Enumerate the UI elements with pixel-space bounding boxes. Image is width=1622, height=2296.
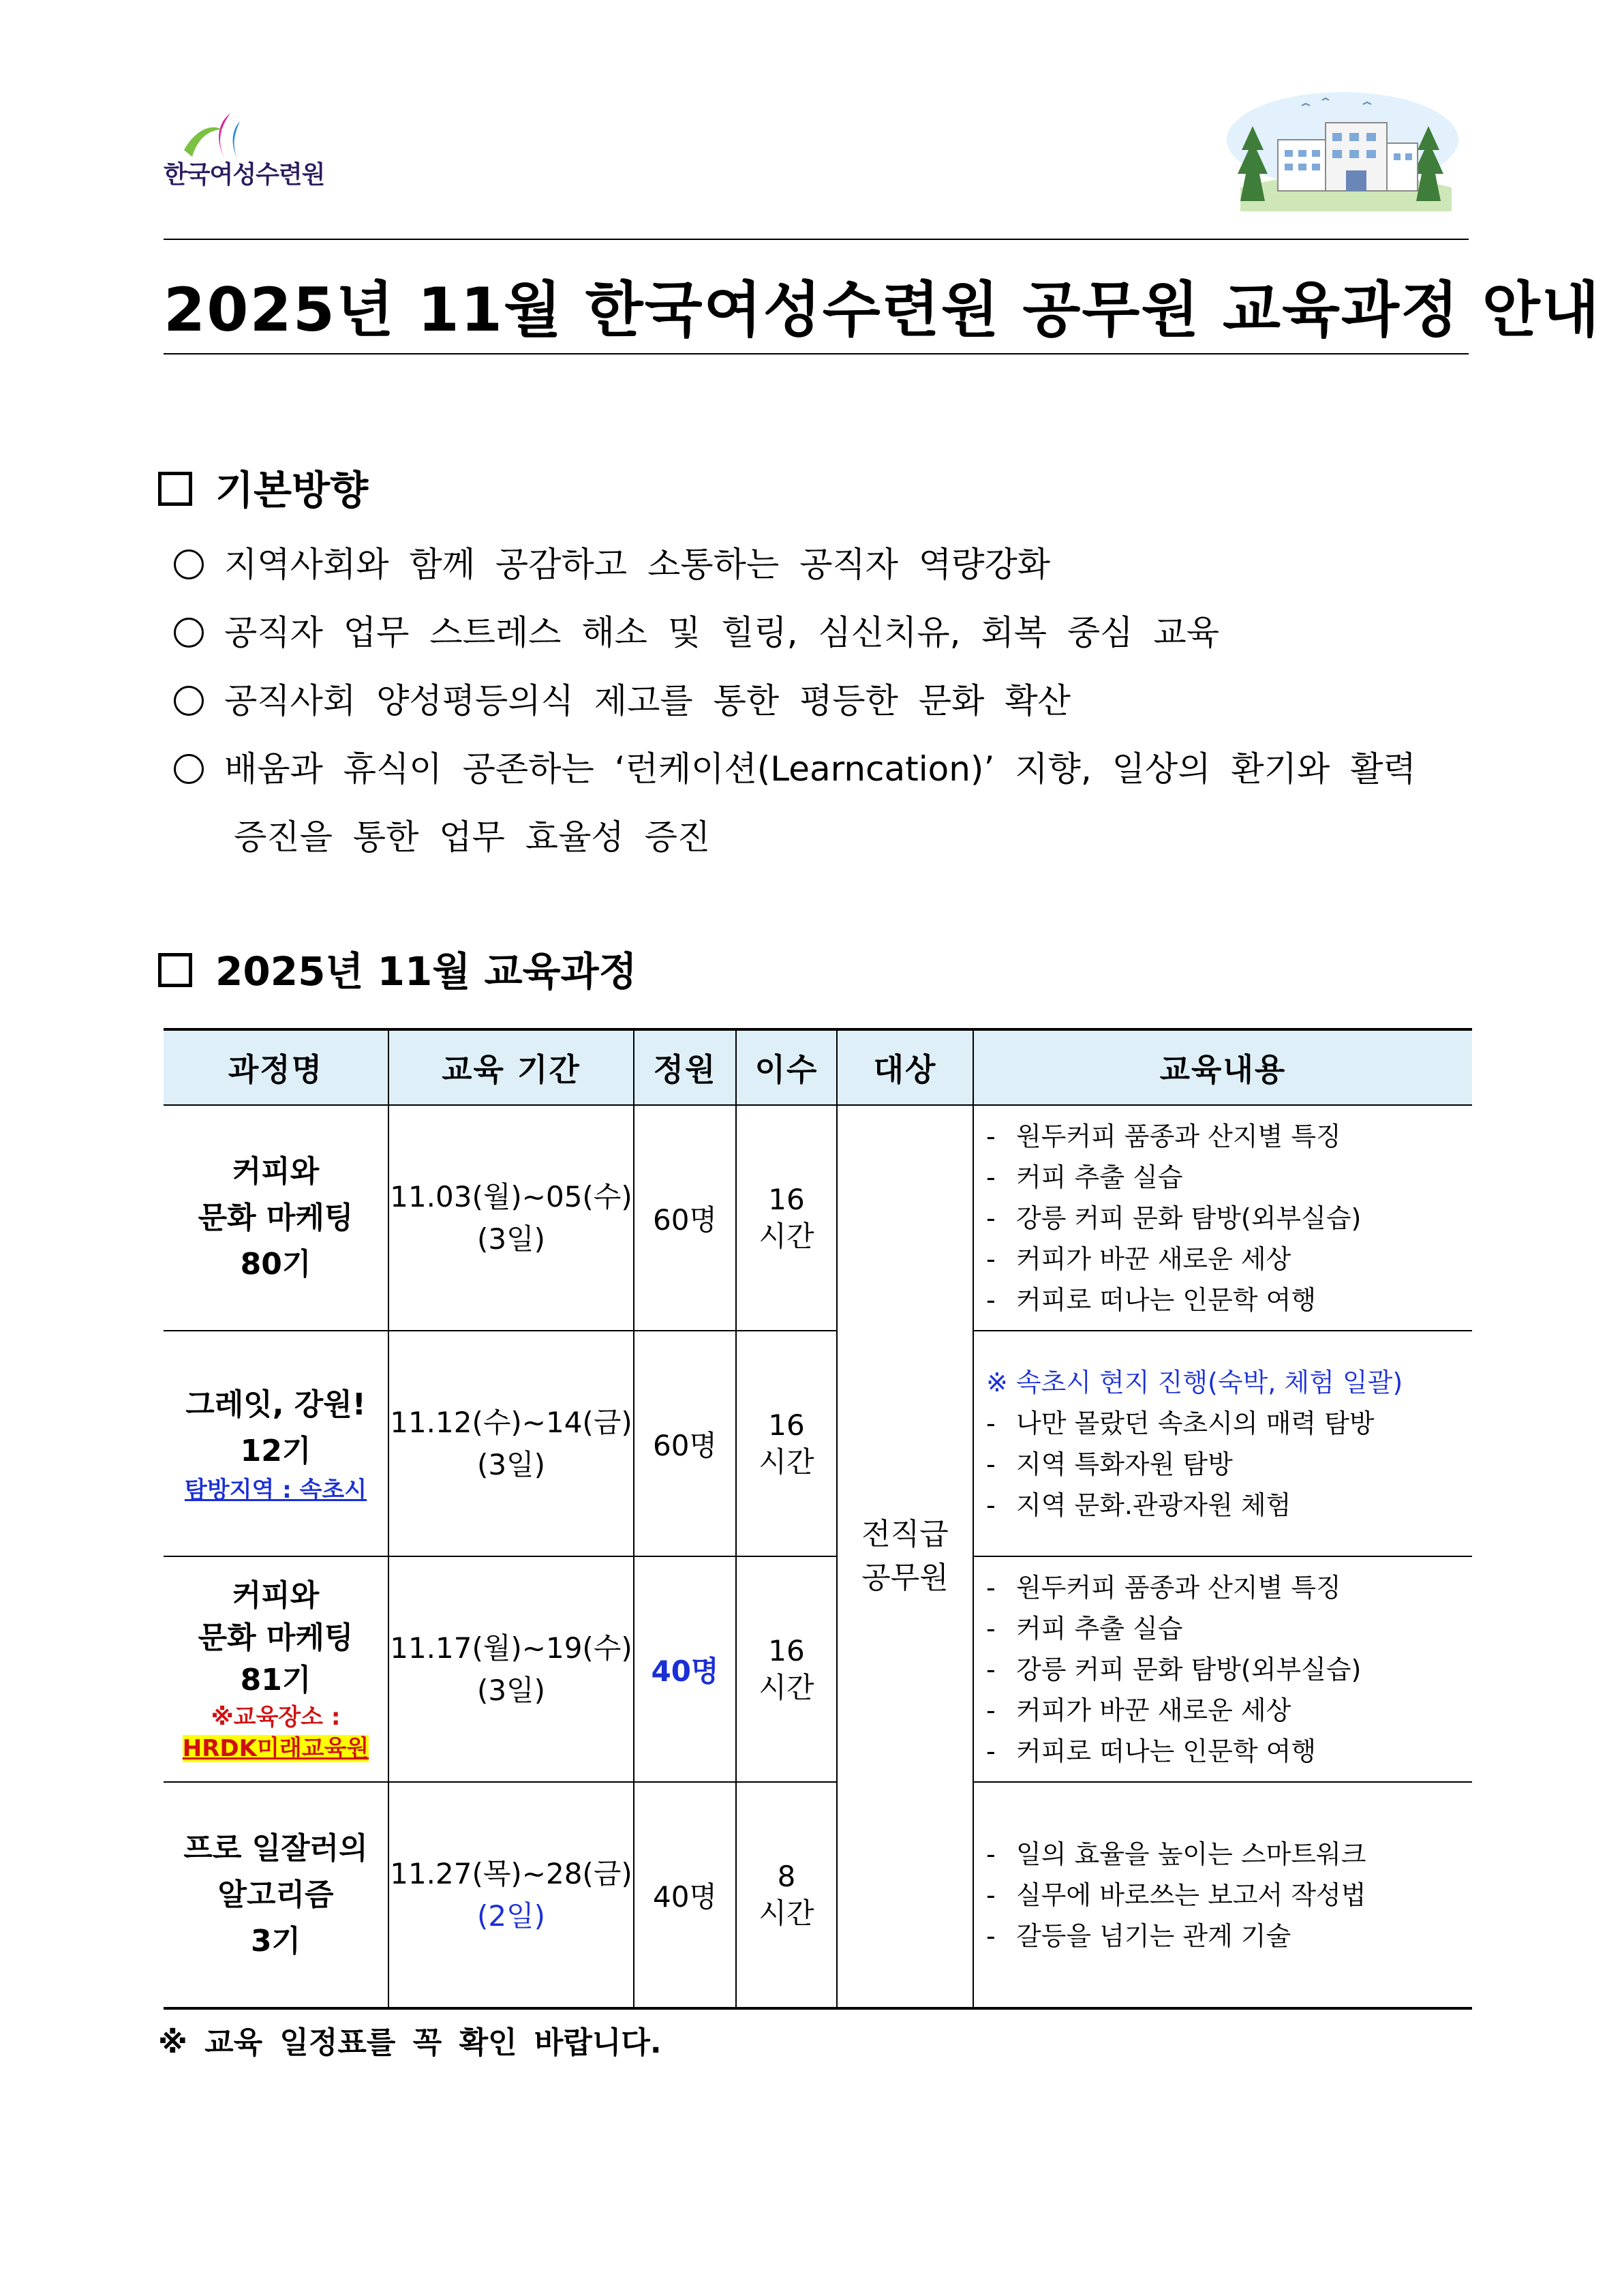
- column-header: 교육내용: [973, 1029, 1472, 1105]
- content-cell: - 일의 효율을 높이는 스마트워크 - 실무에 바로쓰는 보고서 작성법 - 갈등을 넘기는 관계 기술: [973, 1782, 1472, 2008]
- period-cell: 11.12(수)~14(금) (3일): [388, 1331, 634, 1556]
- direction-item: 지역사회와 함께 공감하고 소통하는 공직자 역량강화: [174, 537, 1482, 586]
- period-cell: 11.27(목)~28(금) (2일): [388, 1782, 634, 2008]
- hours-cell: 8 시간: [736, 1782, 837, 2008]
- course-name-cell: 프로 일잘러의 알고리즘 3기: [164, 1782, 388, 2008]
- logo-text: 한국여성수련원: [164, 161, 325, 189]
- course-table: [164, 1028, 1472, 2010]
- course-name-cell: 커피와 문화 마케팅 80기: [164, 1105, 388, 1331]
- footnote: ※ 교육 일정표를 꼭 확인 바랍니다.: [158, 2025, 662, 2060]
- table-row: [164, 1782, 1472, 2008]
- column-header: 정원: [634, 1029, 736, 1105]
- table-row: [164, 1105, 1472, 1331]
- target-cell: 전직급 공무원: [837, 1105, 973, 2008]
- venue-label: ※교육장소 :: [211, 1703, 341, 1731]
- page-title: 2025년 11월 한국여성수련원 공무원 교육과정 안내: [164, 275, 1601, 345]
- period-cell: 11.17(월)~19(수) (3일): [388, 1556, 634, 1782]
- circle-bullet-icon: [174, 618, 204, 648]
- direction-item-continuation: 증진을 통한 업무 효율성 증진: [234, 817, 711, 857]
- venue-name: HRDK미래교육원: [182, 1734, 369, 1762]
- hours-cell: 16 시간: [736, 1105, 837, 1331]
- table-row: [164, 1331, 1472, 1556]
- direction-item: 공직자 업무 스트레스 해소 및 힐링, 심신치유, 회복 중심 교육: [174, 605, 1482, 654]
- circle-bullet-icon: [174, 549, 204, 579]
- hours-cell: 16 시간: [736, 1556, 837, 1782]
- capacity-cell: 60명: [634, 1105, 736, 1331]
- org-logo: [164, 109, 341, 198]
- section-heading: 기본방향: [215, 467, 369, 513]
- square-bullet-icon: [158, 953, 192, 987]
- circle-bullet-icon: [174, 754, 204, 784]
- content-cell: - 원두커피 품종과 산지별 특징 - 커피 추출 실습 - 강릉 커피 문화 탐방(외부실습) - 커피가 바꾼 새로운 세상 - 커피로 떠나는 인문학 여행: [973, 1556, 1472, 1782]
- content-cell: - 원두커피 품종과 산지별 특징 - 커피 추출 실습 - 강릉 커피 문화 탐방(외부실습) - 커피가 바꾼 새로운 세상 - 커피로 떠나는 인문학 여행: [973, 1105, 1472, 1331]
- hours-cell: 16 시간: [736, 1331, 837, 1556]
- capacity-cell: 40명: [634, 1782, 736, 2008]
- section-basic-direction: [158, 458, 368, 515]
- course-name-cell: 그레잇, 강원! 12기 탐방지역 : 속초시: [164, 1331, 388, 1556]
- section-heading: 2025년 11월 교육과정: [215, 948, 637, 995]
- capacity-cell: 60명: [634, 1331, 736, 1556]
- direction-item: 공직사회 양성평등의식 제고를 통한 평등한 문화 확산: [174, 674, 1482, 723]
- title-rule-bottom: [164, 353, 1469, 354]
- column-header: 이수: [736, 1029, 837, 1105]
- course-name-cell: 커피와 문화 마케팅 81기 ※교육장소 : HRDK미래교육원: [164, 1556, 388, 1782]
- content-note: ※ 속초시 현지 진행(숙박, 체험 일괄): [986, 1367, 1403, 1398]
- circle-bullet-icon: [174, 686, 204, 716]
- table-row: [164, 1556, 1472, 1782]
- capacity-cell: 40명: [634, 1556, 736, 1782]
- building-illustration: [1220, 85, 1465, 211]
- column-header: 대상: [837, 1029, 973, 1105]
- period-cell: 11.03(월)~05(수) (3일): [388, 1105, 634, 1331]
- direction-item: 배움과 휴식이 공존하는 ‘런케이션(Learncation)’ 지향, 일상의 환기와 활력: [174, 742, 1482, 791]
- column-header: 과정명: [164, 1029, 388, 1105]
- section-courses: [158, 939, 637, 997]
- column-header: 교육 기간: [388, 1029, 634, 1105]
- square-bullet-icon: [158, 472, 192, 506]
- table-header-row: [164, 1029, 1472, 1105]
- content-cell: ※ 속초시 현지 진행(숙박, 체험 일괄) - 나만 몰랐던 속초시의 매력 탐방 - 지역 특화자원 탐방 - 지역 문화.관광자원 체험: [973, 1331, 1472, 1556]
- visit-region-note: 탐방지역 : 속초시: [184, 1476, 367, 1504]
- title-rule-top: [164, 239, 1469, 240]
